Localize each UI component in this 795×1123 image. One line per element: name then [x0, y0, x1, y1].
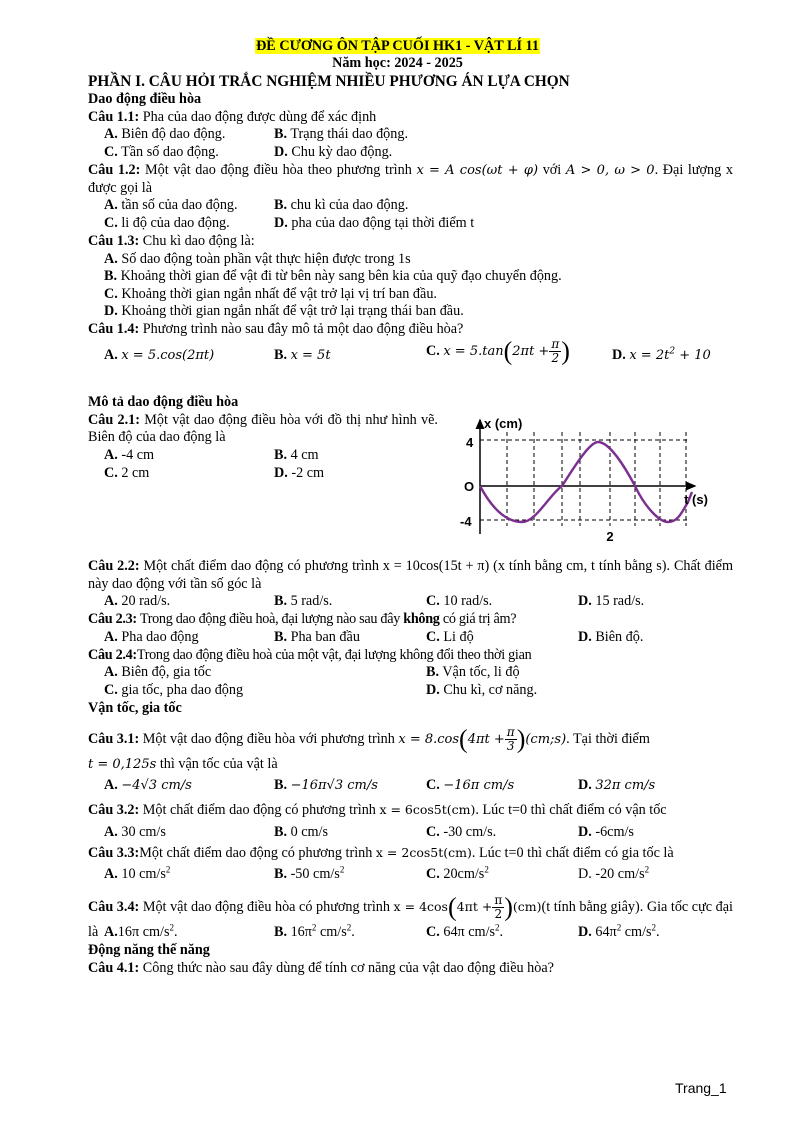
grid-lines: [480, 432, 690, 526]
section-3-title: Vận tốc, gia tốc: [88, 700, 182, 716]
question-2-1: Câu 2.1: Một vật dao động điều hòa với đồ thị như hình vẽ. Biên độ của dao động là: [88, 411, 438, 445]
question-2-3: Câu 2.3: Trong dao động điều hoà, đại lượng nào sau đây không có giá trị âm?: [88, 611, 517, 627]
school-year: Năm học: 2024 - 2025: [332, 55, 463, 71]
options-1-1: A. Biên độ dao động. B. Trạng thái dao động.: [104, 126, 409, 142]
section-4-title: Động năng thế năng: [88, 942, 210, 958]
question-4-1: Câu 4.1: Công thức nào sau đây dùng để tính cơ năng của vật dao động điều hòa?: [88, 959, 554, 976]
y-tick-neg4: -4: [460, 514, 472, 529]
options-1-4: A. x = 5.cos(2πt) B. x = 5t C. x = 5.tan(2πt + $\frac{\pi}{2}$ ) D. $x = 2t^2 + 10$: [104, 336, 711, 366]
y-axis-label: x (cm): [484, 416, 523, 431]
part-heading: PHẦN I. CÂU HỎI TRẮC NGHIỆM NHIỀU PHƯƠNG ÁN LỰA CHỌN: [88, 73, 570, 90]
page-footer: Trang_1: [675, 1080, 727, 1096]
question-1-1: Câu 1.1: Pha của dao động được dùng để xác định: [88, 108, 377, 125]
question-1-2: Câu 1.2: Một vật dao động điều hòa theo phương trình x = A cos(ωt + φ) với A > 0, ω > 0. Đại lượng x được gọi là: [88, 162, 733, 196]
question-3-3: Câu 3.3:Một chất điểm dao động có phương trình x = 2cos5t(cm). Lúc t=0 thì chất điểm có gia tốc là: [88, 844, 674, 861]
question-1-3: Câu 1.3: Chu kì dao động là:: [88, 233, 255, 249]
question-3-1: Câu 3.1: Một vật dao động điều hòa với phương trình x = 8.cos(4πt + $\frac{\pi}{3}$ )(cm;s). Tại thời điểm: [88, 724, 650, 753]
question-2-4: Câu 2.4:Trong dao động điều hoà của một vật, đại lượng không đổi theo thời gian: [88, 646, 532, 663]
question-3-4: Câu 3.4: Một vật dao động điều hòa có phương trình x = 4cos(4πt + $\frac{\pi}{2}$ )(cm)(t tính bằng giây). Gia tốc cực đại là: [88, 892, 733, 940]
oscillation-graph: [450, 414, 735, 549]
section-title: Mô tả dao động điều hòa: [88, 394, 239, 410]
question-1-4: Câu 1.4: Phương trình nào sau đây mô tả một dao động điều hòa?: [88, 320, 464, 337]
section-2-cont: Câu 2.2: Một chất điểm dao động có phương trình x = 10cos(15t + π) (x tính bằng cm, t tính bằng s). Chất điểm này dao động với tần số góc là A. 20 rad/s. B. 5 rad/s. C. 10 rad/s. D. 15 rad/s. Câu 2.3: Trong dao động điều hoà, đại lượng nào sau đây không có giá trị âm? A. Pha dao động B. Pha ban đầu C. Li độ D. Biên độ. Câu 2.4:Trong dao động điều hoà của một vật, đại lượng không đổi theo thời gian A. Biên độ, gia tốc B. Vận tốc, li độ C. gia tốc, pha dao động D. Chu kì, cơ năng. Vận tốc, gia tốc Câu 3.1: Một vật dao động điều hòa với phương trình x = 8.cos(4πt + $\frac{\pi}{3}$ )(cm;s). Tại thời điểm t = 0,125s thì vận tốc của vật là A. −4√3 cm/s B. −16π√3 cm/s C. −16π cm/s D. 32π cm/s Câu 3.2: Một chất điểm dao động có phương trình x = 6cos5t(cm). Lúc t=0 thì chất điểm có vận tốc A. 30 cm/s B. 0 cm/s C. -30 cm/s. D. -6cm/s Câu 3.3:Một chất điểm dao động có phương trình x = 2cos5t(cm). Lúc t=0 thì chất điểm có gia tốc là A. 10 $cm/s^2$ B. -50 $cm/s^2$ C. $20cm/s^2$ D. -20 $cm/s^2$ Câu 3.4: Một vật dao động điều hòa có phương trình x = 4cos(4πt + $\frac{\pi}{2}$ )(cm)(t tính bằng giây). Gia tốc cực đại là A.16π $cm/s^2$. B. $16\pi^2$ $cm/s^2$. C. 64π $cm/s^2$. D. $64\pi^2$ $cm/s^2$. Động năng thế năng Câu 4.1: Công thức nào sau đây dùng để tính cơ năng của vật dao động điều hòa?: [88, 558, 733, 976]
x-tick-2: 2: [606, 529, 614, 544]
x-axis-label: t (s): [684, 492, 708, 507]
question-2-2: Câu 2.2: Một chất điểm dao động có phương trình x = 10cos(15t + π) (x tính bằng cm, t tính bằng s). Chất điểm này dao động với tần số góc là: [88, 558, 733, 592]
document-title: ĐỀ CƯƠNG ÔN TẬP CUỐI HK1 - VẬT LÍ 11: [256, 38, 539, 54]
section-1: Dao động điều hòa Câu 1.1: Pha của dao động được dùng để xác định A. Biên độ dao động. B. Trạng thái dao động. C. Tần số dao động. D. Chu kỳ dao động. Câu 1.2: Một vật dao động điều hòa theo phương trình x = A cos(ωt + φ) với A > 0, ω > 0. Đại lượng x được gọi là A. tần số của dao động. B. chu kì của dao động. C. li độ của dao động. D. pha của dao động tại thời điểm t Câu 1.3: Chu kì dao động là: A. Số dao động toàn phần vật thực hiện được trong 1s B. Khoảng thời gian để vật đi từ bên này sang bên kia của quỹ đạo chuyển động. C. Khoảng thời gian ngắn nhất để vật trở lại vị trí ban đầu. D. Khoảng thời gian ngắn nhất để vật trở lại trạng thái ban đầu. Câu 1.4: Phương trình nào sau đây mô tả một dao động điều hòa? A. x = 5.cos(2πt) B. x = 5t C. x = 5.tan(2πt + $\frac{\pi}{2}$ ) D. $x = 2t^2 + 10$: [88, 91, 733, 374]
question-3-2: Câu 3.2: Một chất điểm dao động có phương trình x = 6cos5t(cm). Lúc t=0 thì chất điểm có vận tốc: [88, 802, 667, 818]
y-tick-4: 4: [466, 435, 474, 450]
section-title: Dao động điều hòa: [88, 91, 202, 107]
origin-label: O: [464, 479, 475, 494]
section-2: Mô tả dao động điều hòa Câu 2.1: Một vật dao động điều hòa với đồ thị như hình vẽ. Biên độ của dao động là A. -4 cm B. 4 cm C. 2 cm D. -2 cm: [88, 394, 733, 483]
